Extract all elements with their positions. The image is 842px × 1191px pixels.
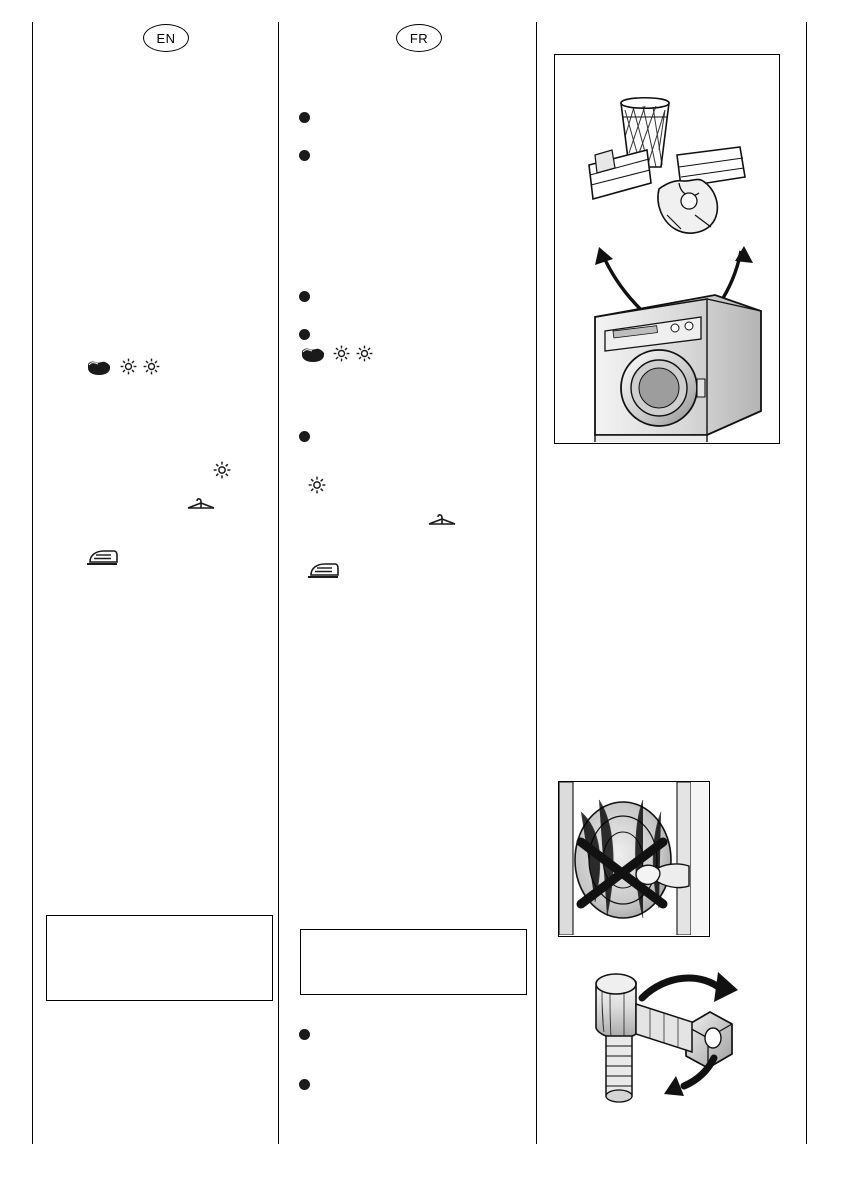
folded-towels xyxy=(589,150,651,199)
left-note-text xyxy=(47,916,48,917)
bullet-point-icon xyxy=(299,431,310,442)
nut xyxy=(636,1004,732,1068)
bullet-point-icon xyxy=(299,329,310,340)
dry-sun-symbol xyxy=(120,358,137,375)
dry-sun-symbol xyxy=(213,461,231,479)
iron-symbol xyxy=(305,559,341,581)
left-page-border xyxy=(32,22,33,1144)
figure-3-caption xyxy=(580,1140,581,1141)
bullet-point-icon xyxy=(299,1079,310,1090)
shirt xyxy=(658,179,717,233)
figure-do-not-overload-drum xyxy=(558,781,710,937)
figure-laundry-into-washing-machine xyxy=(554,54,780,444)
figure-1-caption xyxy=(555,442,556,443)
bullet-point-icon xyxy=(299,150,310,161)
hanger-dry-symbol xyxy=(186,492,216,512)
left-note-box xyxy=(46,915,273,1001)
language-badge-left: EN xyxy=(143,24,189,52)
bullet-point-icon xyxy=(299,112,310,123)
column-divider-2 xyxy=(536,22,537,1144)
dry-sun-symbol xyxy=(356,345,373,362)
figure-2-caption xyxy=(559,935,560,936)
bullet-point-icon xyxy=(299,1029,310,1040)
language-badge-middle: FR xyxy=(396,24,442,52)
dry-sun-symbol xyxy=(143,358,160,375)
column-divider-1 xyxy=(278,22,279,1144)
bullet-point-icon xyxy=(299,291,310,302)
dry-sun-symbol xyxy=(333,345,350,362)
dry-sun-symbol xyxy=(308,476,326,494)
iron-symbol xyxy=(84,546,120,568)
middle-note-text xyxy=(301,930,302,931)
wash-tub-symbol xyxy=(300,344,326,364)
washing-machine xyxy=(595,295,761,442)
figure-tighten-inlet-hose xyxy=(580,968,760,1140)
middle-note-box xyxy=(300,929,527,995)
right-page-border xyxy=(806,22,807,1144)
wash-tub-symbol xyxy=(86,357,112,377)
hose-connector xyxy=(596,974,636,1102)
hanger-dry-symbol xyxy=(427,508,457,528)
